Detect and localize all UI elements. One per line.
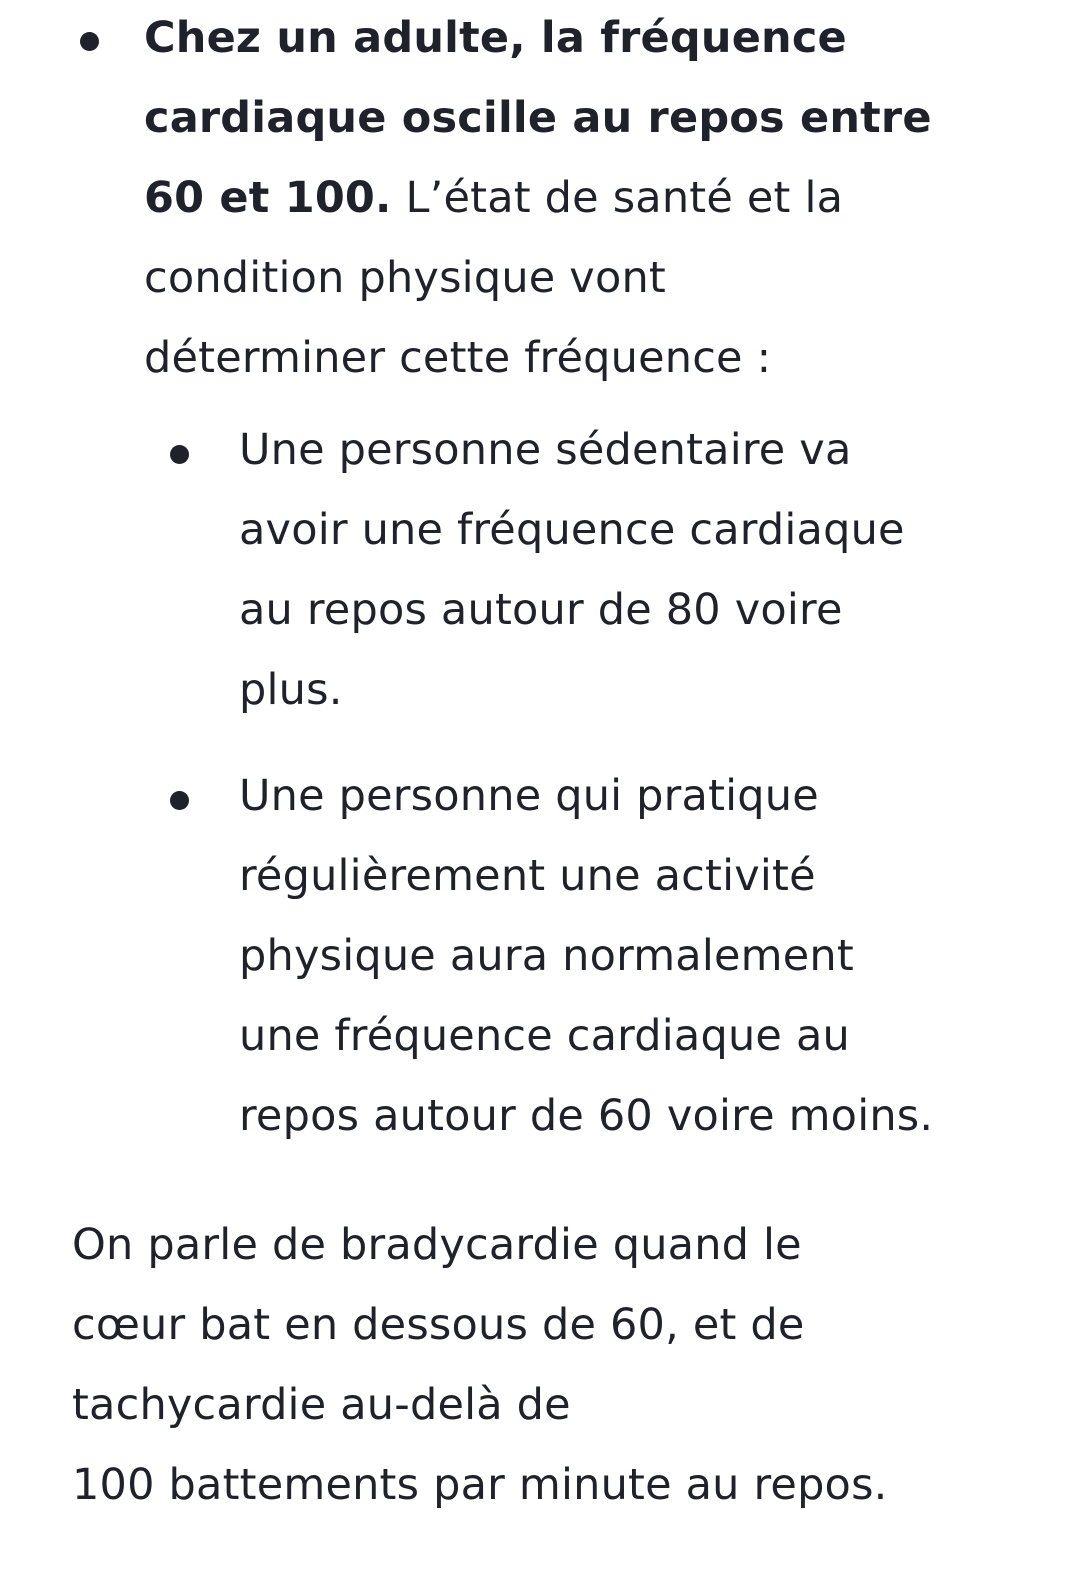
- bold-line: cardiaque oscille au repos entre: [144, 93, 932, 143]
- text-line: régulièrement une activité: [239, 851, 816, 901]
- text-line: plus.: [239, 665, 343, 715]
- text-line: une fréquence cardiaque au: [239, 1011, 850, 1061]
- list-item: [144, 0, 1004, 398]
- text-line: condition physique vont: [144, 253, 666, 303]
- text-line: tachycardie au-delà de: [72, 1380, 571, 1430]
- body-paragraph: [72, 1205, 1032, 1525]
- text-line: On parle de bradycardie quand le: [72, 1220, 802, 1270]
- sub-list-item: [239, 756, 1039, 1156]
- bullet-dot-icon: [170, 445, 189, 464]
- text-line: physique aura normalement: [239, 931, 854, 981]
- text-line: déterminer cette fréquence :: [144, 333, 772, 383]
- text-line: repos autour de 60 voire moins.: [239, 1091, 934, 1141]
- text-line: avoir une fréquence cardiaque: [239, 505, 905, 555]
- text-line: cœur bat en dessous de 60, et de: [72, 1300, 805, 1350]
- sub-list-item: [239, 410, 1039, 730]
- bullet-dot-icon: [170, 791, 189, 810]
- bullet-dot-icon: [80, 32, 99, 51]
- text-line: Une personne sédentaire va: [239, 425, 852, 475]
- text-line: Une personne qui pratique: [239, 771, 819, 821]
- text-line: au repos autour de 80 voire: [239, 585, 843, 635]
- bold-line: Chez un adulte, la fréquence: [144, 13, 847, 63]
- bold-line: 60 et 100.: [144, 173, 392, 223]
- text-line: 100 battements par minute au repos.: [72, 1460, 888, 1510]
- text-line: L’état de santé et la: [391, 173, 844, 223]
